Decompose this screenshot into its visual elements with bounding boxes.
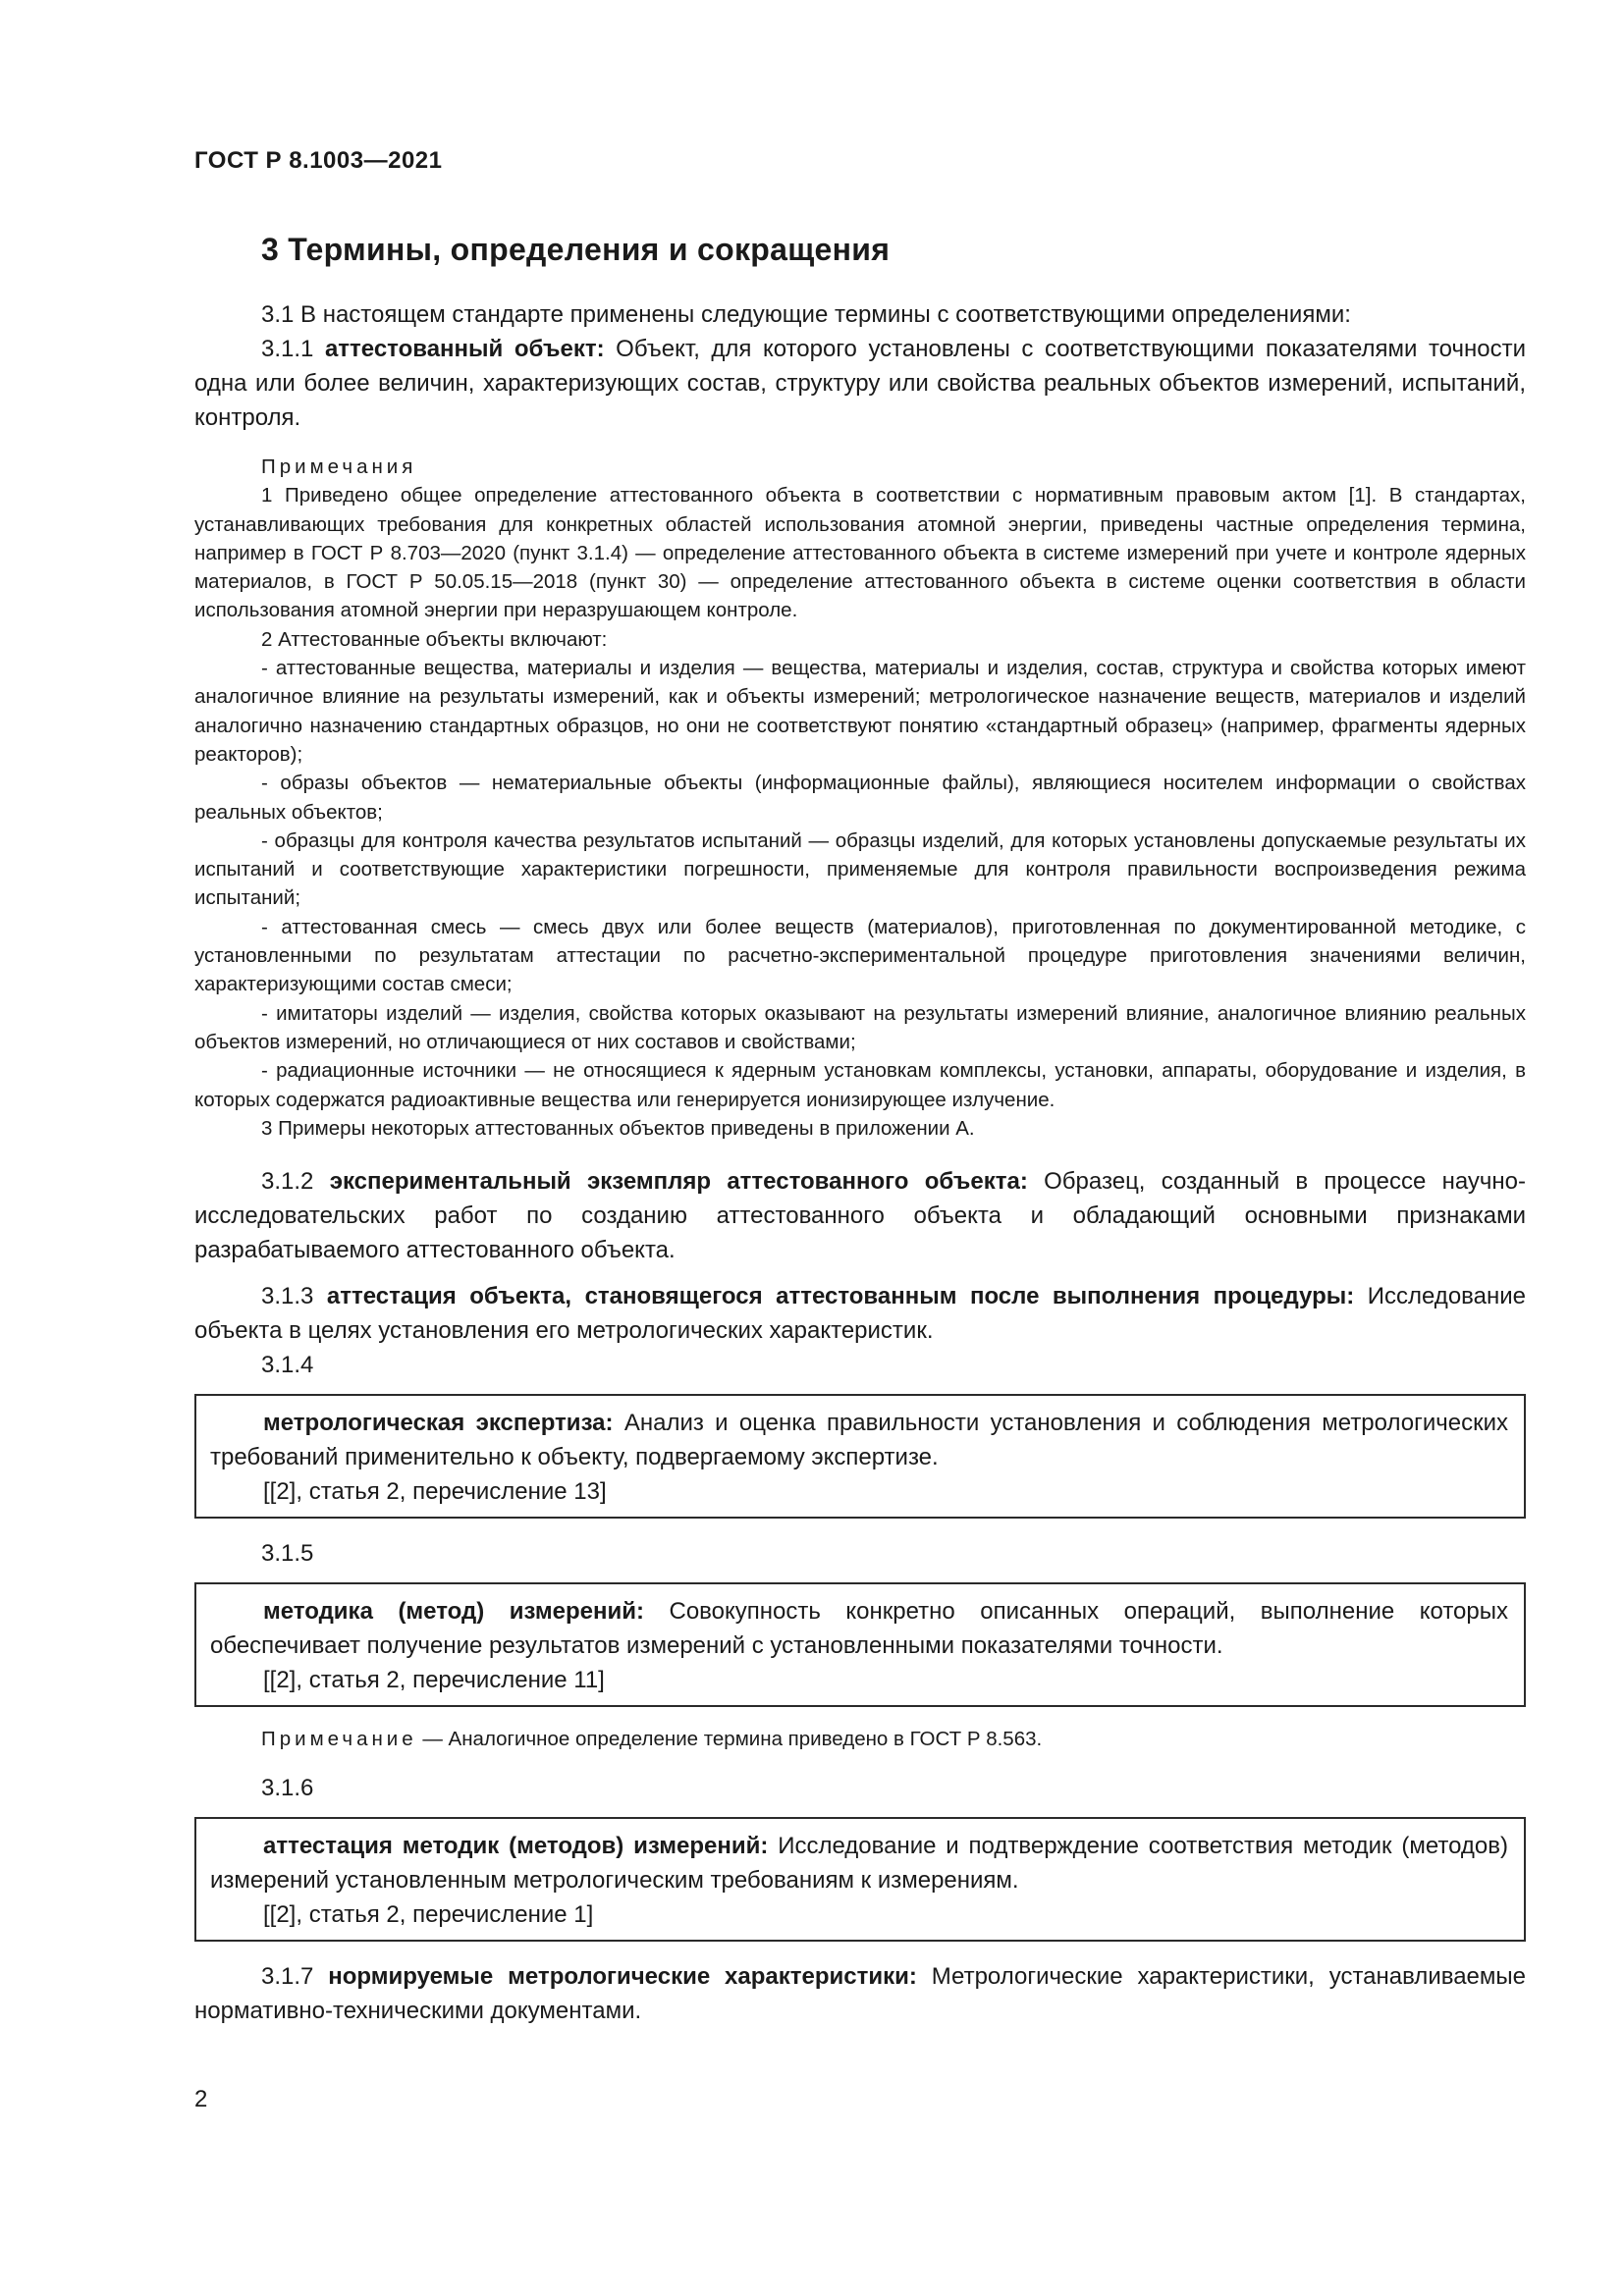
term-number-3-1-6: 3.1.6 [261, 1775, 314, 1802]
term-box-3-1-4 [194, 1394, 1526, 1519]
term-3-1-6 [210, 1829, 1508, 1897]
note-bullet: - образы объектов — нематериальные объекты (информационные файлы), являющиеся носителем информации о свойствах реальных объектов; [194, 772, 1526, 824]
term-definition: Совокупность конкретно описанных операций, выполнение которых обеспечивает получение результатов измерений с установленными показателями точности. [210, 1598, 1509, 1660]
notes-block [194, 453, 1526, 1143]
term-name: метрологическая экспертиза: [263, 1410, 614, 1437]
term-reference: [[2], статья 2, перечисление 11] [263, 1667, 605, 1694]
note-text: — Аналогичное определение термина приведено в ГОСТ Р 8.563. [422, 1728, 1043, 1751]
term-definition: Метрологические характеристики, устанавливаемые нормативно-техническими документами. [194, 1963, 1526, 2025]
term-name: экспериментальный экземпляр аттестованного объекта: [329, 1168, 1028, 1196]
term-name: аттестация методик (методов) измерений: [263, 1833, 769, 1860]
term-number-3-1-4: 3.1.4 [261, 1352, 314, 1379]
term-definition: Исследование объекта в целях установления его метрологических характеристик. [194, 1283, 1526, 1345]
term-3-1-4 [210, 1406, 1508, 1474]
note-bullet: - радиационные источники — не относящиеся к ядерным установкам комплексы, установки, аппараты, оборудование и изделия, в которых содержатся радиоактивные вещества или генерируется ионизирующее излучение. [194, 1059, 1526, 1111]
term-name: методика (метод) измерений: [263, 1598, 644, 1626]
term-note-3-1-5 [194, 1725, 1526, 1753]
note-1: 1 Приведено общее определение аттестованного объекта в соответствии с нормативным правовым актом [1]. В стандартах, устанавливающих требования для конкретных областей использования атомной энергии, приведены частные определения термина, например в ГОСТ Р 8.703—2020 (пункт 3.1.4) — определение аттестованного объекта в системе измерений при учете и контроле ядерных материалов, в ГОСТ Р 50.05.15—2018 (пункт 30) — определение аттестованного объекта в системе оценки соответствия в области использования атомной энергии при неразрушающем контроле. [194, 484, 1526, 622]
term-reference: [[2], статья 2, перечисление 13] [263, 1478, 607, 1506]
note-label: Примечание [261, 1728, 417, 1751]
term-number: 3.1.2 [261, 1168, 314, 1196]
note-bullet: - образцы для контроля качества результатов испытаний — образцы изделий, для которых установлены допускаемые результаты их испытаний и соответствующие характеристики погрешности, применяемые для контроля правильности воспроизведения режима испытаний; [194, 828, 1526, 910]
notes-heading: Примечания [261, 455, 417, 478]
note-bullet: - имитаторы изделий — изделия, свойства которых оказывают на результаты измерений влияние, аналогичное влиянию реальных объектов измерений, но отличающиеся от них составов и свойствами; [194, 1001, 1526, 1053]
term-3-1-1 [194, 332, 1526, 435]
note-bullet: - аттестованные вещества, материалы и изделия — вещества, материалы и изделия, состав, структура и свойства которых имеют аналогичное влияние на результаты измерений, как и объекты измерений; метрологическое назначение веществ, материалов и изделий аналогично назначению стандартных образцов, но они не соответствуют понятию «стандартный образец» (например, фрагменты ядерных реакторов); [194, 657, 1526, 766]
term-number: 3.1.3 [261, 1283, 314, 1310]
term-name: нормируемые метрологические характеристики: [328, 1963, 917, 1991]
term-definition: Исследование и подтверждение соответствия методик (методов) измерений установленным метрологическим требованиям к измерениям. [210, 1833, 1509, 1895]
document-content [194, 232, 1526, 2028]
term-name: аттестованный объект: [324, 336, 605, 362]
note-bullet: - аттестованная смесь — смесь двух или более веществ (материалов), приготовленная по документированной методике, с установленными по результатам аттестации по расчетно-экспериментальной процедуре приготовления значениями величин, характеризующими состав смеси; [194, 915, 1526, 996]
paragraph-3-1: 3.1 В настоящем стандарте применены следующие термины с соответствующими определениями: [261, 301, 1351, 328]
term-number: 3.1.7 [261, 1963, 314, 1991]
term-3-1-7 [194, 1959, 1526, 2028]
term-number-3-1-5: 3.1.5 [261, 1540, 314, 1568]
term-definition: Объект, для которого установлены с соответствующими показателями точности одна или более величин, характеризующих состав, структуру или свойства реальных объектов измерений, испытаний, контроля. [194, 336, 1527, 431]
term-definition: Анализ и оценка правильности установления и соблюдения метрологических требований применительно к объекту, подвергаемому экспертизе. [210, 1410, 1509, 1471]
term-reference: [[2], статья 2, перечисление 1] [263, 1901, 594, 1929]
term-name: аттестация объекта, становящегося аттестованным после выполнения процедуры: [326, 1283, 1355, 1310]
page-number: 2 [194, 2086, 208, 2112]
term-number: 3.1.1 [261, 336, 314, 362]
section-title: 3 Термины, определения и сокращения [261, 232, 891, 267]
term-box-3-1-6 [194, 1817, 1526, 1942]
term-3-1-3 [194, 1279, 1526, 1348]
term-3-1-5 [210, 1594, 1508, 1663]
note-3: 3 Примеры некоторых аттестованных объектов приведены в приложении А. [261, 1116, 975, 1140]
term-definition: Образец, созданный в процессе научно-исследовательских работ по созданию аттестованного объекта и обладающий основными признаками разрабатываемого аттестованного объекта. [194, 1168, 1527, 1264]
term-3-1-2 [194, 1164, 1526, 1267]
note-2: 2 Аттестованные объекты включают: [261, 627, 608, 651]
term-box-3-1-5 [194, 1582, 1526, 1707]
document-header: ГОСТ Р 8.1003—2021 [194, 147, 443, 174]
